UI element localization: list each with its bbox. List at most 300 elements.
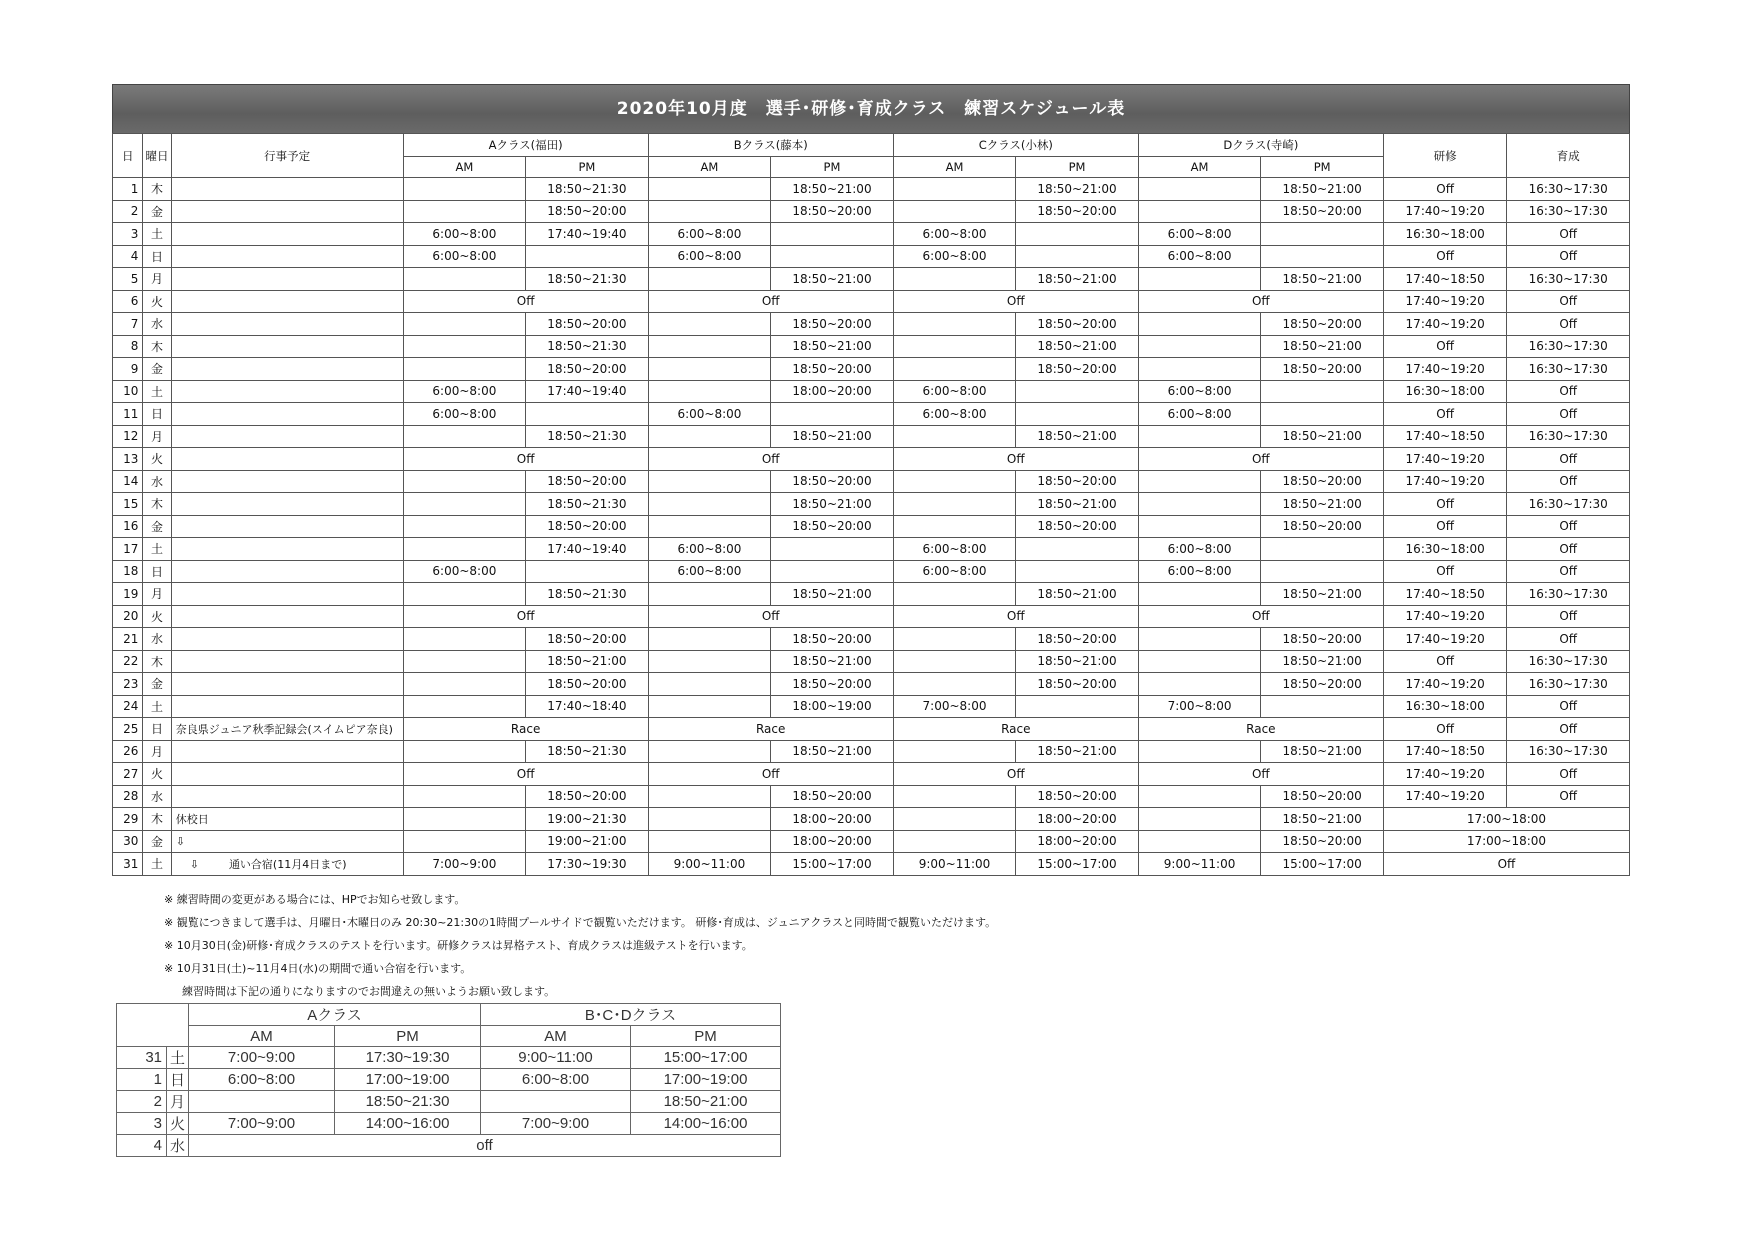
class-status-cell: Off	[1138, 290, 1383, 313]
time-cell	[648, 628, 771, 651]
time-cell: 18:50~21:00	[771, 425, 894, 448]
ikusei-cell: 16:30~17:30	[1507, 650, 1630, 673]
class-status-cell: Off	[893, 290, 1138, 313]
table-row	[113, 853, 1630, 876]
kenshu-cell: Off	[1383, 178, 1507, 201]
time-cell	[526, 403, 649, 426]
time-cell: 15:00~17:00	[1261, 853, 1384, 876]
weekday-cell: 金	[143, 200, 171, 223]
weekday-cell: 水	[143, 313, 171, 336]
camp-schedule-table	[116, 1003, 781, 1157]
time-cell	[403, 470, 526, 493]
time-cell	[403, 200, 526, 223]
time-cell: 18:50~21:30	[526, 268, 649, 291]
day-cell: 13	[113, 448, 143, 471]
day-cell: 10	[113, 380, 143, 403]
time-cell	[1261, 380, 1384, 403]
time-cell	[403, 538, 526, 561]
time-cell: 18:50~20:00	[1016, 628, 1139, 651]
time-cell	[648, 673, 771, 696]
weekday-cell: 金	[143, 673, 171, 696]
header-pm: PM	[526, 157, 649, 178]
notes	[164, 888, 996, 1003]
time-cell	[1261, 403, 1384, 426]
weekday-cell: 木	[143, 178, 171, 201]
class-status-cell: Off	[403, 290, 648, 313]
kenshu-cell: Off	[1383, 650, 1507, 673]
weekday-cell: 木	[143, 335, 171, 358]
class-status-cell: Off	[893, 605, 1138, 628]
note-line: ※ 10月31日(土)~11月4日(水)の期間で通い合宿を行います。	[164, 962, 472, 975]
day-cell: 14	[113, 470, 143, 493]
table-row	[113, 763, 1630, 786]
time-cell	[1138, 808, 1261, 831]
kenshu-cell: Off	[1383, 560, 1507, 583]
time-cell	[403, 335, 526, 358]
time-cell	[648, 200, 771, 223]
camp-schedule	[116, 1003, 780, 1157]
time-cell	[1138, 583, 1261, 606]
time-cell: 18:00~20:00	[771, 830, 894, 853]
day-cell: 31	[113, 853, 143, 876]
weekday-cell: 月	[143, 740, 171, 763]
time-cell: 7:00~9:00	[189, 1113, 335, 1135]
time-cell: 18:50~21:00	[771, 583, 894, 606]
time-cell: 18:50~21:30	[526, 335, 649, 358]
event-cell	[171, 673, 403, 696]
kenshu-cell: Off	[1383, 718, 1507, 741]
time-cell	[403, 650, 526, 673]
header-ikusei: 育成	[1507, 134, 1630, 178]
time-cell: 18:50~21:30	[526, 493, 649, 516]
kenshu-ikusei-cell: 17:00~18:00	[1383, 830, 1629, 853]
time-cell	[403, 178, 526, 201]
time-cell: 18:50~21:00	[1016, 493, 1139, 516]
time-cell	[403, 515, 526, 538]
time-cell: 18:50~20:00	[1261, 785, 1384, 808]
day-cell: 25	[113, 718, 143, 741]
class-status-cell: Off	[648, 605, 893, 628]
time-cell: 18:50~21:00	[771, 493, 894, 516]
weekday-cell: 水	[143, 785, 171, 808]
ikusei-cell: 16:30~17:30	[1507, 268, 1630, 291]
time-cell: 18:50~21:00	[1016, 178, 1139, 201]
time-cell	[893, 740, 1016, 763]
time-cell: 6:00~8:00	[1138, 538, 1261, 561]
time-cell: 7:00~9:00	[403, 853, 526, 876]
time-cell: 6:00~8:00	[648, 538, 771, 561]
kenshu-cell: 17:40~19:20	[1383, 313, 1507, 336]
table-row	[113, 808, 1630, 831]
note-line: 練習時間は下記の通りになりますのでお間違えの無いようお願い致します。	[182, 985, 556, 998]
time-cell: 17:30~19:30	[526, 853, 649, 876]
kenshu-cell: 17:40~19:20	[1383, 470, 1507, 493]
ikusei-cell: Off	[1507, 763, 1630, 786]
time-cell: 18:50~20:00	[1016, 515, 1139, 538]
day-cell: 15	[113, 493, 143, 516]
table-row	[113, 380, 1630, 403]
header-pm: PM	[771, 157, 894, 178]
time-cell	[648, 425, 771, 448]
time-cell	[1138, 470, 1261, 493]
time-cell: 18:50~20:00	[771, 628, 894, 651]
event-cell	[171, 650, 403, 673]
ikusei-cell: Off	[1507, 605, 1630, 628]
weekday-cell: 月	[167, 1091, 189, 1113]
table-row	[113, 403, 1630, 426]
time-cell	[893, 268, 1016, 291]
time-cell	[648, 695, 771, 718]
time-cell: 17:00~19:00	[335, 1069, 481, 1091]
weekday-cell: 月	[143, 583, 171, 606]
time-cell: 6:00~8:00	[403, 403, 526, 426]
time-cell: 18:50~20:00	[1016, 673, 1139, 696]
ikusei-cell: Off	[1507, 313, 1630, 336]
time-cell: 18:50~21:00	[1261, 178, 1384, 201]
time-cell: 18:50~21:00	[1261, 740, 1384, 763]
table-row	[113, 695, 1630, 718]
event-cell	[171, 808, 403, 831]
day-cell: 4	[117, 1135, 167, 1157]
table-row	[113, 583, 1630, 606]
header-class-c: Cクラス(小林)	[893, 134, 1138, 157]
day-cell: 1	[117, 1069, 167, 1091]
time-cell	[403, 695, 526, 718]
ikusei-cell: Off	[1507, 245, 1630, 268]
class-status-cell: Off	[403, 605, 648, 628]
time-cell: 18:50~20:00	[1261, 200, 1384, 223]
time-cell	[1138, 493, 1261, 516]
class-status-cell: Off	[1138, 448, 1383, 471]
day-cell: 11	[113, 403, 143, 426]
time-cell	[1016, 695, 1139, 718]
time-cell: 6:00~8:00	[1138, 245, 1261, 268]
kenshu-cell: 17:40~19:20	[1383, 605, 1507, 628]
time-cell: 18:00~20:00	[771, 380, 894, 403]
time-cell: 18:50~20:00	[526, 628, 649, 651]
table-row	[117, 1069, 781, 1091]
day-cell: 2	[117, 1091, 167, 1113]
class-status-cell: Off	[893, 448, 1138, 471]
ikusei-cell: Off	[1507, 380, 1630, 403]
ikusei-cell: Off	[1507, 470, 1630, 493]
kenshu-cell: Off	[1383, 493, 1507, 516]
time-cell: 18:50~21:30	[526, 583, 649, 606]
event-cell	[171, 763, 403, 786]
time-cell: 18:50~21:00	[771, 178, 894, 201]
weekday-cell: 水	[167, 1135, 189, 1157]
time-cell: 7:00~8:00	[893, 695, 1016, 718]
event-cell	[171, 560, 403, 583]
time-cell: 14:00~16:00	[335, 1113, 481, 1135]
weekday-cell: 日	[167, 1069, 189, 1091]
table-row	[113, 673, 1630, 696]
time-cell: 6:00~8:00	[481, 1069, 631, 1091]
time-cell: 17:40~18:40	[526, 695, 649, 718]
ikusei-cell: Off	[1507, 403, 1630, 426]
time-cell	[403, 425, 526, 448]
time-cell	[771, 538, 894, 561]
ikusei-cell: Off	[1507, 515, 1630, 538]
time-cell	[403, 628, 526, 651]
event-cell	[171, 785, 403, 808]
weekday-cell: 土	[143, 538, 171, 561]
time-cell	[893, 493, 1016, 516]
day-cell: 1	[113, 178, 143, 201]
weekday-cell: 日	[143, 245, 171, 268]
header-event: 行事予定	[171, 134, 403, 178]
event-text: ⇩	[175, 834, 185, 848]
weekday-cell: 日	[143, 560, 171, 583]
weekday-cell: 土	[143, 695, 171, 718]
merged-status-cell: off	[189, 1135, 781, 1157]
time-cell: 6:00~8:00	[1138, 403, 1261, 426]
time-cell: 18:00~19:00	[771, 695, 894, 718]
camp-header-am: AM	[189, 1026, 335, 1047]
table-row	[113, 515, 1630, 538]
time-cell	[403, 830, 526, 853]
time-cell	[1138, 673, 1261, 696]
time-cell: 18:50~21:30	[526, 178, 649, 201]
event-cell	[171, 268, 403, 291]
time-cell	[648, 650, 771, 673]
event-cell	[171, 538, 403, 561]
time-cell: 18:50~20:00	[1016, 313, 1139, 336]
time-cell	[771, 560, 894, 583]
ikusei-cell: Off	[1507, 223, 1630, 246]
weekday-cell: 金	[143, 830, 171, 853]
kenshu-ikusei-cell: Off	[1383, 853, 1629, 876]
ikusei-cell: Off	[1507, 628, 1630, 651]
kenshu-ikusei-cell: 17:00~18:00	[1383, 808, 1629, 831]
time-cell	[893, 808, 1016, 831]
kenshu-cell: 16:30~18:00	[1383, 223, 1507, 246]
time-cell	[893, 785, 1016, 808]
event-cell	[171, 178, 403, 201]
table-row	[113, 785, 1630, 808]
time-cell: 18:50~20:00	[526, 313, 649, 336]
time-cell	[648, 470, 771, 493]
day-cell: 3	[113, 223, 143, 246]
event-cell	[171, 380, 403, 403]
time-cell: 18:50~21:00	[1016, 425, 1139, 448]
time-cell: 6:00~8:00	[893, 560, 1016, 583]
class-status-cell: Race	[1138, 718, 1383, 741]
day-cell: 3	[117, 1113, 167, 1135]
header-day: 日	[113, 134, 143, 178]
header-am: AM	[648, 157, 771, 178]
time-cell	[1138, 785, 1261, 808]
time-cell: 18:00~20:00	[1016, 830, 1139, 853]
time-cell: 17:40~19:40	[526, 223, 649, 246]
weekday-cell: 土	[167, 1047, 189, 1069]
table-row	[113, 290, 1630, 313]
time-cell	[403, 740, 526, 763]
weekday-cell: 水	[143, 470, 171, 493]
kenshu-cell: 17:40~19:20	[1383, 358, 1507, 381]
event-cell	[171, 583, 403, 606]
camp-schedule-body	[117, 1047, 781, 1157]
time-cell	[1138, 358, 1261, 381]
table-row	[113, 650, 1630, 673]
time-cell	[1138, 830, 1261, 853]
time-cell: 17:40~19:40	[526, 538, 649, 561]
time-cell: 18:50~21:00	[1261, 808, 1384, 831]
day-cell: 17	[113, 538, 143, 561]
time-cell: 18:50~21:00	[1016, 268, 1139, 291]
time-cell: 18:50~20:00	[771, 200, 894, 223]
time-cell: 18:50~20:00	[526, 515, 649, 538]
kenshu-cell: 17:40~19:20	[1383, 200, 1507, 223]
table-row	[113, 560, 1630, 583]
time-cell	[893, 673, 1016, 696]
class-status-cell: Off	[893, 763, 1138, 786]
day-cell: 9	[113, 358, 143, 381]
weekday-cell: 火	[143, 290, 171, 313]
event-cell	[171, 425, 403, 448]
time-cell	[481, 1091, 631, 1113]
ikusei-cell: Off	[1507, 538, 1630, 561]
time-cell	[403, 808, 526, 831]
camp-header-blank	[117, 1004, 189, 1047]
time-cell	[648, 335, 771, 358]
day-cell: 8	[113, 335, 143, 358]
time-cell	[1016, 223, 1139, 246]
time-cell	[1016, 538, 1139, 561]
time-cell	[1261, 695, 1384, 718]
day-cell: 22	[113, 650, 143, 673]
weekday-cell: 木	[143, 493, 171, 516]
weekday-cell: 土	[143, 223, 171, 246]
time-cell	[893, 178, 1016, 201]
kenshu-cell: Off	[1383, 335, 1507, 358]
weekday-cell: 木	[143, 808, 171, 831]
day-cell: 18	[113, 560, 143, 583]
ikusei-cell: Off	[1507, 290, 1630, 313]
time-cell: 6:00~8:00	[648, 223, 771, 246]
header-am: AM	[893, 157, 1016, 178]
time-cell: 15:00~17:00	[631, 1047, 781, 1069]
time-cell	[648, 380, 771, 403]
time-cell: 18:50~21:00	[771, 650, 894, 673]
time-cell	[189, 1091, 335, 1113]
day-cell: 4	[113, 245, 143, 268]
time-cell: 18:50~20:00	[1261, 313, 1384, 336]
time-cell	[893, 650, 1016, 673]
table-row	[117, 1135, 781, 1157]
time-cell	[648, 583, 771, 606]
time-cell: 18:50~21:30	[526, 425, 649, 448]
time-cell: 17:30~19:30	[335, 1047, 481, 1069]
time-cell: 18:50~20:00	[526, 673, 649, 696]
table-row	[113, 470, 1630, 493]
kenshu-cell: 17:40~18:50	[1383, 740, 1507, 763]
schedule-table	[112, 133, 1630, 876]
camp-header-pm: PM	[631, 1026, 781, 1047]
kenshu-cell: 17:40~19:20	[1383, 785, 1507, 808]
time-cell: 7:00~9:00	[481, 1113, 631, 1135]
time-cell: 18:50~21:00	[526, 650, 649, 673]
time-cell	[403, 673, 526, 696]
time-cell: 18:50~21:00	[1261, 335, 1384, 358]
time-cell	[648, 515, 771, 538]
time-cell	[1016, 380, 1139, 403]
time-cell: 18:50~20:00	[1261, 628, 1384, 651]
event-cell	[171, 695, 403, 718]
time-cell	[648, 785, 771, 808]
weekday-cell: 土	[143, 853, 171, 876]
table-row	[113, 335, 1630, 358]
time-cell: 9:00~11:00	[648, 853, 771, 876]
time-cell: 14:00~16:00	[631, 1113, 781, 1135]
time-cell	[403, 493, 526, 516]
event-cell	[171, 448, 403, 471]
time-cell	[1261, 245, 1384, 268]
ikusei-cell: Off	[1507, 448, 1630, 471]
time-cell: 18:50~21:00	[771, 268, 894, 291]
header-am: AM	[1138, 157, 1261, 178]
time-cell: 9:00~11:00	[481, 1047, 631, 1069]
time-cell: 18:50~21:00	[1261, 493, 1384, 516]
time-cell: 18:50~21:00	[1261, 268, 1384, 291]
time-cell	[1138, 335, 1261, 358]
time-cell	[1016, 560, 1139, 583]
time-cell	[771, 223, 894, 246]
time-cell	[403, 785, 526, 808]
weekday-cell: 土	[143, 380, 171, 403]
table-row	[113, 628, 1630, 651]
table-row	[113, 200, 1630, 223]
time-cell	[648, 808, 771, 831]
time-cell: 19:00~21:00	[526, 830, 649, 853]
time-cell	[893, 583, 1016, 606]
time-cell: 6:00~8:00	[648, 560, 771, 583]
time-cell	[1138, 200, 1261, 223]
camp-header-pm: PM	[335, 1026, 481, 1047]
event-cell	[171, 830, 403, 853]
time-cell: 18:50~20:00	[771, 358, 894, 381]
kenshu-cell: 17:40~19:20	[1383, 448, 1507, 471]
time-cell	[648, 358, 771, 381]
event-text: 休校日	[175, 812, 209, 826]
time-cell: 18:50~20:00	[771, 313, 894, 336]
event-cell	[171, 245, 403, 268]
time-cell: 18:50~21:00	[1016, 650, 1139, 673]
time-cell: 18:50~21:00	[771, 335, 894, 358]
table-row	[113, 448, 1630, 471]
time-cell	[1138, 425, 1261, 448]
time-cell: 18:50~21:00	[631, 1091, 781, 1113]
kenshu-cell: 16:30~18:00	[1383, 695, 1507, 718]
header-class-b: Bクラス(藤本)	[648, 134, 893, 157]
note-line: ※ 10月30日(金)研修･育成クラスのテストを行います。研修クラスは昇格テスト、育成クラスは進級テストを行います。	[164, 939, 753, 952]
weekday-cell: 火	[143, 763, 171, 786]
time-cell: 18:50~20:00	[526, 200, 649, 223]
time-cell: 18:50~20:00	[1016, 358, 1139, 381]
time-cell: 9:00~11:00	[893, 853, 1016, 876]
event-text: 通い合宿(11月4日まで)	[228, 857, 347, 871]
time-cell	[1261, 538, 1384, 561]
schedule-body	[113, 178, 1630, 876]
class-status-cell: Off	[648, 290, 893, 313]
day-cell: 31	[117, 1047, 167, 1069]
day-cell: 2	[113, 200, 143, 223]
weekday-cell: 金	[143, 515, 171, 538]
day-cell: 21	[113, 628, 143, 651]
note-line: ※ 観覧につきまして選手は、月曜日･木曜日のみ 20:30~21:30の1時間プールサイドで観覧いただけます。 研修･育成は、ジュニアクラスと同時間で観覧いただけます。	[164, 916, 997, 929]
time-cell	[1261, 560, 1384, 583]
table-row	[113, 223, 1630, 246]
